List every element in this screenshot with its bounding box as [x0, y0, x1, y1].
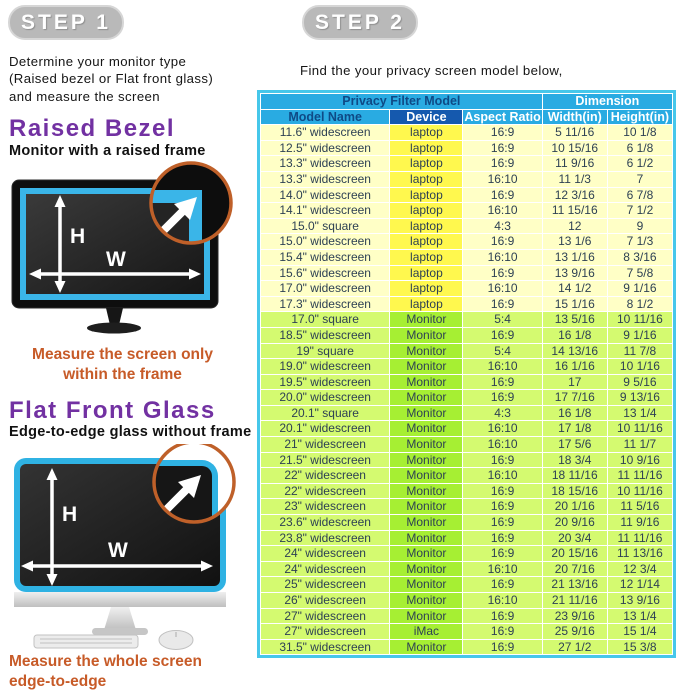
cell-height: 7 5/8 [608, 266, 672, 281]
privacy-filter-table [257, 90, 676, 658]
table-row [261, 640, 672, 655]
cell-aspect: 16:9 [463, 141, 541, 156]
cell-width: 16 1/8 [543, 328, 607, 343]
table-row [261, 188, 672, 203]
cell-height: 8 1/2 [608, 297, 672, 312]
cell-device: laptop [390, 281, 462, 296]
mouse-icon [159, 631, 193, 650]
cell-height: 15 1/4 [608, 624, 672, 639]
table-row [261, 406, 672, 421]
cell-aspect: 16:9 [463, 609, 541, 624]
cell-width: 21 13/16 [543, 577, 607, 592]
cell-height: 11 9/16 [608, 515, 672, 530]
cell-aspect: 16:10 [463, 281, 541, 296]
cell-device: Monitor [390, 344, 462, 359]
table-row [261, 499, 672, 514]
raised-bezel-illustration [8, 160, 248, 344]
cell-height: 10 9/16 [608, 453, 672, 468]
table-row [261, 453, 672, 468]
table-row [261, 546, 672, 561]
cell-height: 13 1/4 [608, 406, 672, 421]
cell-width: 10 15/16 [543, 141, 607, 156]
cell-model: 27" widescreen [261, 624, 389, 639]
cell-model: 14.1" widescreen [261, 203, 389, 218]
table-row [261, 593, 672, 608]
table-row [261, 562, 672, 577]
cell-width: 15 1/16 [543, 297, 607, 312]
cell-width: 20 3/4 [543, 531, 607, 546]
cell-width: 16 1/8 [543, 406, 607, 421]
cell-width: 14 1/2 [543, 281, 607, 296]
cell-model: 14.0" widescreen [261, 188, 389, 203]
cell-aspect: 16:9 [463, 499, 541, 514]
cell-height: 6 1/2 [608, 156, 672, 171]
cell-device: Monitor [390, 484, 462, 499]
raised-bezel-title: Raised Bezel [9, 115, 176, 142]
cell-aspect: 4:3 [463, 219, 541, 234]
filter-table-body [261, 125, 672, 654]
column-header-row [261, 110, 672, 125]
cell-aspect: 16:9 [463, 297, 541, 312]
cell-model: 31.5" widescreen [261, 640, 389, 655]
cell-width: 14 13/16 [543, 344, 607, 359]
cell-aspect: 16:10 [463, 421, 541, 436]
cell-aspect: 16:9 [463, 125, 541, 140]
cell-aspect: 16:9 [463, 328, 541, 343]
cell-aspect: 16:9 [463, 234, 541, 249]
table-row [261, 203, 672, 218]
cell-device: Monitor [390, 577, 462, 592]
cell-height: 9 1/16 [608, 281, 672, 296]
group-header-privacy-filter-model: Privacy Filter Model [261, 94, 542, 109]
imac-stand [92, 607, 148, 635]
cell-device: Monitor [390, 640, 462, 655]
cell-model: 21.5" widescreen [261, 453, 389, 468]
cell-device: laptop [390, 250, 462, 265]
cell-aspect: 16:9 [463, 453, 541, 468]
cell-model: 19" square [261, 344, 389, 359]
cell-aspect: 4:3 [463, 406, 541, 421]
table-row [261, 484, 672, 499]
cell-height: 15 3/8 [608, 640, 672, 655]
cell-height: 10 1/16 [608, 359, 672, 374]
cell-model: 20.1" widescreen [261, 421, 389, 436]
cell-device: laptop [390, 234, 462, 249]
h-label: H [62, 503, 78, 526]
cell-model: 18.5" widescreen [261, 328, 389, 343]
cell-device: Monitor [390, 593, 462, 608]
cell-device: Monitor [390, 609, 462, 624]
cell-height: 11 11/16 [608, 468, 672, 483]
cell-aspect: 16:9 [463, 156, 541, 171]
cell-width: 13 1/6 [543, 234, 607, 249]
cell-device: laptop [390, 141, 462, 156]
cell-width: 5 11/16 [543, 125, 607, 140]
cell-model: 23" widescreen [261, 499, 389, 514]
cell-width: 17 1/8 [543, 421, 607, 436]
cell-width: 20 1/16 [543, 499, 607, 514]
cell-model: 17.0" square [261, 312, 389, 327]
cell-device: Monitor [390, 531, 462, 546]
cell-width: 27 1/2 [543, 640, 607, 655]
table-row [261, 577, 672, 592]
cell-model: 11.6" widescreen [261, 125, 389, 140]
table-row [261, 141, 672, 156]
cell-device: Monitor [390, 499, 462, 514]
cell-aspect: 16:9 [463, 640, 541, 655]
cell-height: 9 1/16 [608, 328, 672, 343]
cell-width: 18 15/16 [543, 484, 607, 499]
cell-height: 11 11/16 [608, 531, 672, 546]
cell-width: 16 1/16 [543, 359, 607, 374]
cell-aspect: 16:9 [463, 577, 541, 592]
cell-aspect: 16:9 [463, 624, 541, 639]
cell-height: 9 [608, 219, 672, 234]
w-label: W [108, 539, 128, 562]
cell-device: laptop [390, 172, 462, 187]
table-row [261, 219, 672, 234]
cell-aspect: 16:10 [463, 437, 541, 452]
cell-model: 15.0" widescreen [261, 234, 389, 249]
cell-device: Monitor [390, 359, 462, 374]
cell-device: laptop [390, 219, 462, 234]
cell-model: 23.6" widescreen [261, 515, 389, 530]
cell-model: 15.6" widescreen [261, 266, 389, 281]
cell-aspect: 16:10 [463, 172, 541, 187]
cell-width: 12 [543, 219, 607, 234]
cell-height: 7 [608, 172, 672, 187]
cell-width: 23 9/16 [543, 609, 607, 624]
cell-width: 12 3/16 [543, 188, 607, 203]
cell-device: laptop [390, 125, 462, 140]
cell-width: 13 1/16 [543, 250, 607, 265]
cell-device: Monitor [390, 546, 462, 561]
h-label: H [70, 225, 86, 248]
keyboard [34, 635, 138, 648]
cell-device: Monitor [390, 468, 462, 483]
cell-aspect: 16:10 [463, 250, 541, 265]
magnifier-icon [149, 161, 233, 245]
step2-badge: STEP 2 [302, 5, 418, 40]
cell-model: 24" widescreen [261, 562, 389, 577]
group-header-dimension: Dimension [543, 94, 672, 109]
raised-bezel-note: Measure the screen only within the frame [32, 346, 213, 384]
cell-height: 6 7/8 [608, 188, 672, 203]
cell-device: Monitor [390, 375, 462, 390]
cell-model: 25" widescreen [261, 577, 389, 592]
cell-width: 17 7/16 [543, 390, 607, 405]
cell-width: 18 3/4 [543, 453, 607, 468]
cell-height: 11 5/16 [608, 499, 672, 514]
cell-aspect: 16:10 [463, 359, 541, 374]
cell-device: Monitor [390, 406, 462, 421]
flat-front-glass-illustration [8, 444, 248, 650]
cell-aspect: 16:9 [463, 390, 541, 405]
cell-height: 11 1/7 [608, 437, 672, 452]
cell-width: 13 5/16 [543, 312, 607, 327]
cell-height: 8 3/16 [608, 250, 672, 265]
cell-model: 15.4" widescreen [261, 250, 389, 265]
cell-device: laptop [390, 203, 462, 218]
table-head [261, 94, 672, 124]
cell-height: 10 11/16 [608, 312, 672, 327]
cell-model: 19.0" widescreen [261, 359, 389, 374]
cell-model: 17.3" widescreen [261, 297, 389, 312]
table-row [261, 297, 672, 312]
cell-device: Monitor [390, 453, 462, 468]
cell-device: Monitor [390, 562, 462, 577]
cell-device: iMac [390, 624, 462, 639]
flat-front-glass-subtitle: Edge-to-edge glass without frame [9, 424, 252, 440]
cell-aspect: 16:9 [463, 531, 541, 546]
table-row [261, 250, 672, 265]
cell-model: 17.0" widescreen [261, 281, 389, 296]
step1-badge: STEP 1 [8, 5, 124, 40]
flat-front-glass-title: Flat Front Glass [9, 397, 216, 424]
table-row [261, 390, 672, 405]
flat-front-glass-note: Measure the whole screen edge-to-edge [9, 653, 202, 691]
table-row [261, 156, 672, 171]
table-row [261, 468, 672, 483]
cell-aspect: 16:9 [463, 546, 541, 561]
cell-device: Monitor [390, 421, 462, 436]
cell-aspect: 16:9 [463, 484, 541, 499]
cell-height: 9 5/16 [608, 375, 672, 390]
cell-height: 7 1/2 [608, 203, 672, 218]
table-row [261, 375, 672, 390]
cell-model: 26" widescreen [261, 593, 389, 608]
cell-device: Monitor [390, 437, 462, 452]
cell-aspect: 16:10 [463, 562, 541, 577]
step1-intro: Determine your monitor type (Raised bezel or Flat front glass) and measure the screen [9, 54, 214, 104]
table-row [261, 281, 672, 296]
table-row [261, 266, 672, 281]
table-row [261, 359, 672, 374]
cell-width: 21 11/16 [543, 593, 607, 608]
cell-width: 25 9/16 [543, 624, 607, 639]
raised-bezel-subtitle: Monitor with a raised frame [9, 143, 206, 159]
col-header-height: Height(in) [608, 110, 672, 125]
cell-device: laptop [390, 156, 462, 171]
cell-width: 18 11/16 [543, 468, 607, 483]
cell-device: Monitor [390, 515, 462, 530]
cell-height: 9 13/16 [608, 390, 672, 405]
cell-aspect: 5:4 [463, 344, 541, 359]
table-row [261, 344, 672, 359]
cell-model: 22" widescreen [261, 484, 389, 499]
cell-model: 21" widescreen [261, 437, 389, 452]
cell-width: 11 9/16 [543, 156, 607, 171]
table-row [261, 234, 672, 249]
cell-width: 11 1/3 [543, 172, 607, 187]
cell-device: Monitor [390, 312, 462, 327]
table-row [261, 172, 672, 187]
cell-model: 22" widescreen [261, 468, 389, 483]
cell-width: 20 15/16 [543, 546, 607, 561]
cell-model: 12.5" widescreen [261, 141, 389, 156]
cell-width: 13 9/16 [543, 266, 607, 281]
col-header-model-name: Model Name [261, 110, 389, 125]
cell-aspect: 16:9 [463, 188, 541, 203]
cell-height: 12 3/4 [608, 562, 672, 577]
cell-width: 11 15/16 [543, 203, 607, 218]
cell-height: 11 13/16 [608, 546, 672, 561]
cell-width: 20 9/16 [543, 515, 607, 530]
cell-aspect: 16:10 [463, 468, 541, 483]
cell-aspect: 16:9 [463, 375, 541, 390]
cell-aspect: 16:10 [463, 203, 541, 218]
cell-model: 20.0" widescreen [261, 390, 389, 405]
cell-width: 20 7/16 [543, 562, 607, 577]
cell-model: 13.3" widescreen [261, 156, 389, 171]
cell-model: 24" widescreen [261, 546, 389, 561]
cell-width: 17 [543, 375, 607, 390]
cell-aspect: 16:9 [463, 266, 541, 281]
cell-height: 10 11/16 [608, 421, 672, 436]
cell-device: laptop [390, 297, 462, 312]
cell-model: 20.1" square [261, 406, 389, 421]
table-row [261, 125, 672, 140]
cell-height: 10 11/16 [608, 484, 672, 499]
cell-height: 12 1/14 [608, 577, 672, 592]
w-label: W [106, 248, 126, 271]
cell-device: laptop [390, 266, 462, 281]
group-header-row [261, 94, 672, 109]
cell-model: 19.5" widescreen [261, 375, 389, 390]
cell-device: laptop [390, 188, 462, 203]
cell-model: 15.0" square [261, 219, 389, 234]
table-row [261, 312, 672, 327]
table-row [261, 609, 672, 624]
cell-height: 10 1/8 [608, 125, 672, 140]
cell-model: 13.3" widescreen [261, 172, 389, 187]
table-row [261, 515, 672, 530]
col-header-width: Width(in) [543, 110, 607, 125]
monitor-stand [87, 308, 141, 334]
cell-height: 13 9/16 [608, 593, 672, 608]
col-header-device: Device [390, 110, 462, 125]
table-row [261, 531, 672, 546]
step2-intro: Find the your privacy screen model below, [300, 63, 563, 78]
cell-aspect: 16:10 [463, 593, 541, 608]
cell-aspect: 5:4 [463, 312, 541, 327]
cell-height: 6 1/8 [608, 141, 672, 156]
cell-aspect: 16:9 [463, 515, 541, 530]
cell-device: Monitor [390, 390, 462, 405]
table-row [261, 328, 672, 343]
cell-height: 7 1/3 [608, 234, 672, 249]
col-header-aspect-ratio: Aspect Ratio [464, 109, 541, 124]
cell-height: 13 1/4 [608, 609, 672, 624]
cell-model: 27" widescreen [261, 609, 389, 624]
cell-height: 11 7/8 [608, 344, 672, 359]
cell-device: Monitor [390, 328, 462, 343]
table-row [261, 624, 672, 639]
cell-model: 23.8" widescreen [261, 531, 389, 546]
table-row [261, 421, 672, 436]
cell-width: 17 5/6 [543, 437, 607, 452]
table-row [261, 437, 672, 452]
